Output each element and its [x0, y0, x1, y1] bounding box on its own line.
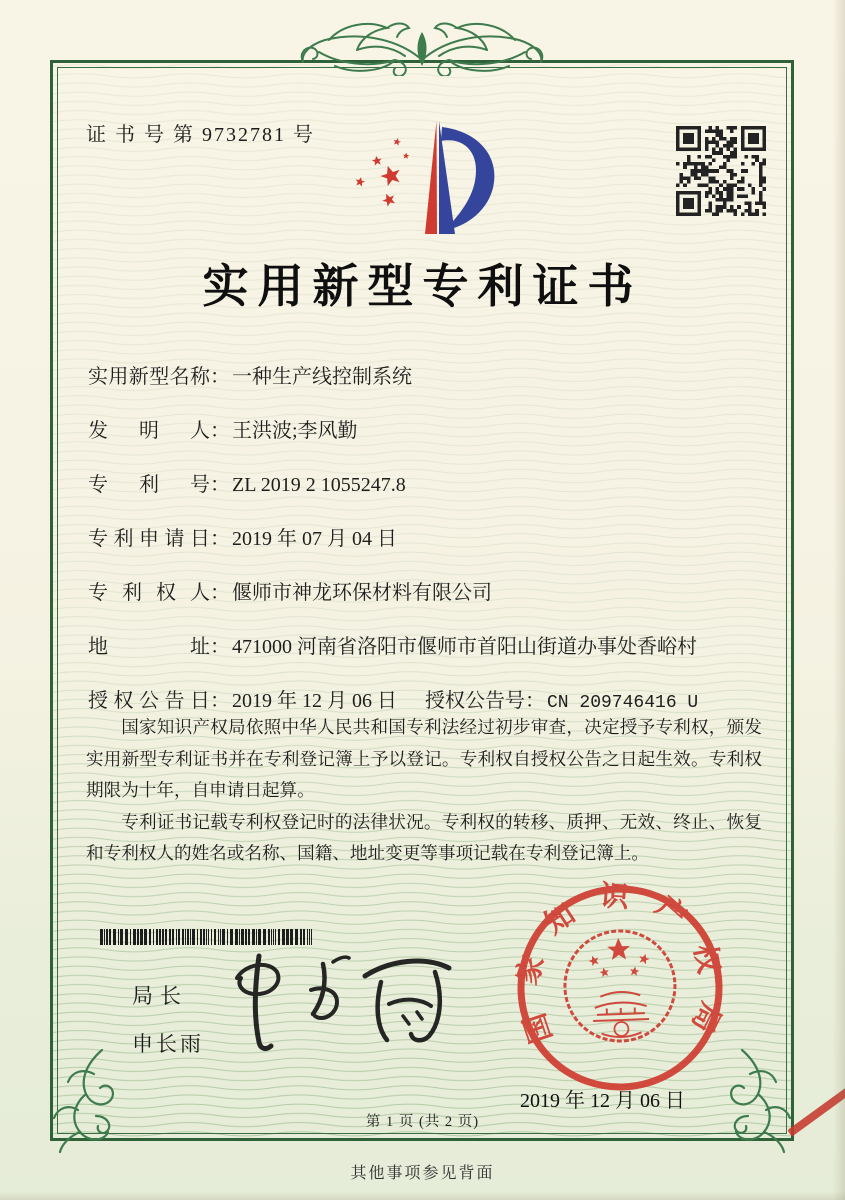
field-value: CN 209746416 U: [547, 693, 699, 713]
field-label: 授权公告号: [425, 690, 525, 712]
field-value: 一种生产线控制系统: [232, 366, 412, 388]
certificate-number: 证 书 号 第 9732781 号: [86, 124, 315, 146]
field-label: 授权公告日: [88, 690, 210, 712]
colon: ：: [210, 366, 230, 388]
field-label: 专利申请日: [88, 528, 210, 550]
field-row-inventor: [88, 414, 358, 443]
legal-paragraph-1: 国家知识产权局依照中华人民共和国专利法经过初步审查，决定授予专利权，颁发实用新型专利证书并在专利登记簿上予以登记。专利权自授权公告之日起生效。专利权期限为十年，自申请日起算。: [86, 717, 762, 801]
field-label: 专利号: [88, 474, 210, 496]
field-label: 实用新型名称: [88, 366, 210, 388]
colon: ：: [210, 420, 230, 442]
colon: ：: [210, 690, 230, 712]
field-label: 地址: [88, 636, 210, 658]
field-row-address: [88, 630, 697, 659]
paper-edge-right: [833, 0, 845, 1200]
field-value: 2019 年 07 月 04 日: [232, 528, 397, 550]
signature-handwriting: [225, 942, 465, 1064]
director-title: 局长: [132, 984, 188, 1008]
field-value: 偃师市神龙环保材料有限公司: [232, 582, 492, 604]
colon: ：: [210, 636, 230, 658]
seal-text: 国家知识产权局: [511, 880, 730, 1060]
field-row-utility-model-name: [88, 360, 412, 389]
director-name: 申长雨: [132, 1032, 204, 1056]
field-label: 专利权人: [88, 582, 210, 604]
colon: ：: [210, 582, 230, 604]
colon: ：: [210, 528, 230, 550]
field-value: 471000 河南省洛阳市偃师市首阳山街道办事处香峪村: [232, 636, 697, 658]
field-value: 2019 年 12 月 06 日: [232, 690, 397, 712]
colon: ：: [210, 474, 230, 496]
field-row-patentee: [88, 576, 492, 605]
field-row-filing-date: [88, 522, 397, 551]
legal-text-block: [86, 712, 762, 870]
field-row-grant: [88, 684, 699, 713]
official-seal: [504, 872, 736, 1104]
qr-code: [676, 126, 766, 216]
certificate-title: 实用新型专利证书: [202, 261, 643, 312]
cnipa-logo: [342, 112, 522, 246]
legal-paragraph-2: 专利证书记载专利权登记时的法律状况。专利权的转移、质押、无效、终止、恢复和专利权人的姓名或名称、国籍、地址变更等事项记载在专利登记簿上。: [86, 811, 762, 864]
colon: ：: [525, 690, 545, 712]
field-value: 王洪波;李风勤: [232, 420, 358, 442]
field-label: 发明人: [88, 420, 210, 442]
issue-date: 2019 年 12 月 06 日: [520, 1090, 685, 1112]
page-number: 第 1 页 (共 2 页): [365, 1114, 480, 1130]
field-value: ZL 2019 2 1055247.8: [232, 474, 406, 496]
field-group-grant-number: [425, 684, 698, 713]
field-row-patent-number: [88, 468, 406, 497]
paper-edge-bottom: [0, 1191, 845, 1200]
back-side-note: 其他事项参见背面: [350, 1165, 495, 1182]
